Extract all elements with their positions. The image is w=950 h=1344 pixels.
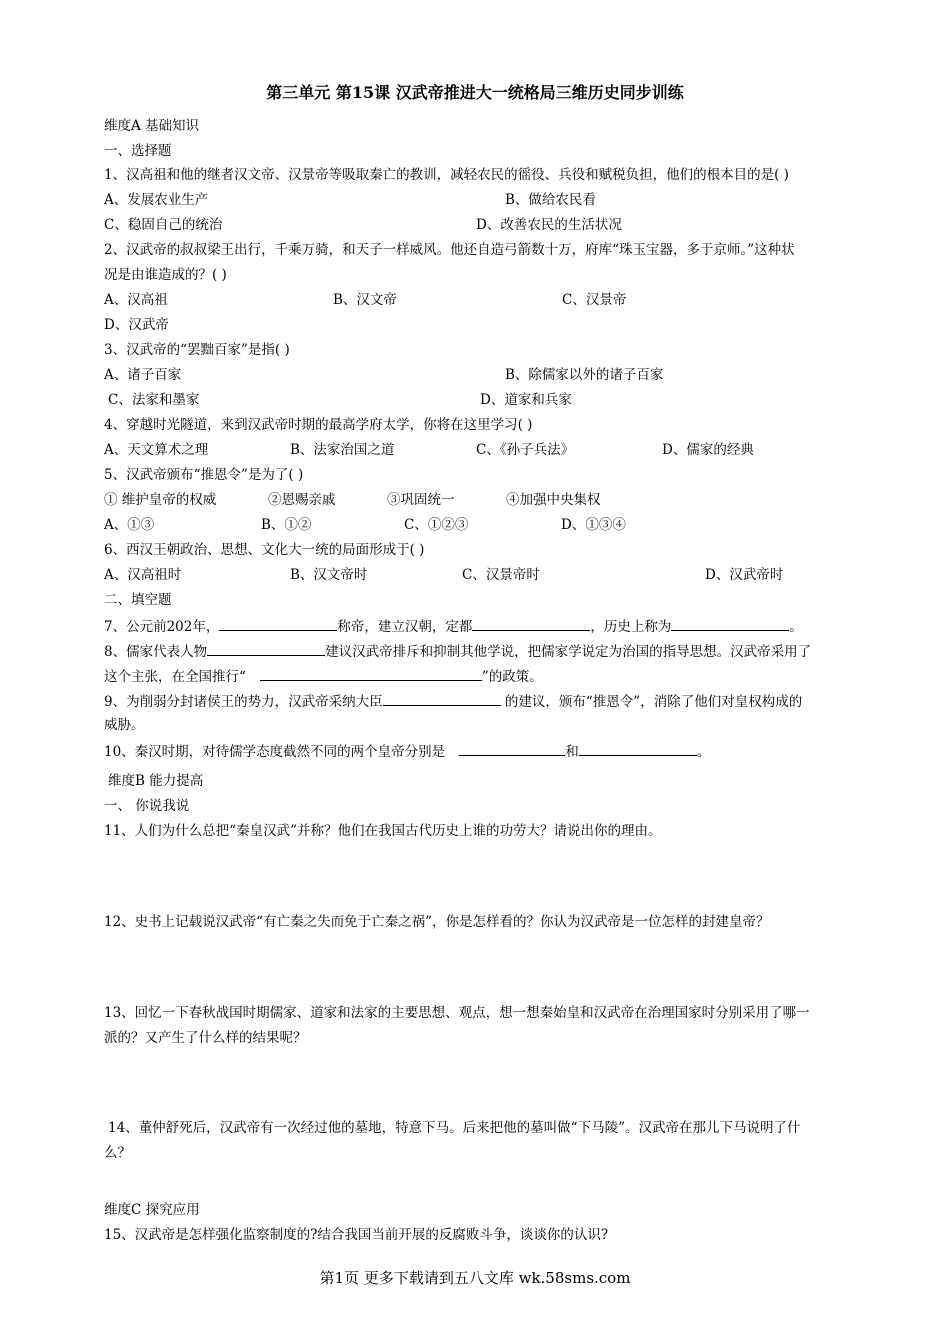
question-2-line-2: 况是由谁造成的？( )	[104, 267, 227, 283]
q10-text-3: 。	[696, 744, 711, 760]
question-10	[104, 741, 710, 761]
q8-blank-1[interactable]	[207, 641, 325, 656]
q8-blank-2[interactable]	[260, 666, 482, 681]
q4-option-d: D、儒家的经典	[662, 442, 754, 458]
q8-text-4: ”的政策。	[481, 669, 543, 685]
part-b1-heading: 一、 你说我说	[104, 798, 190, 814]
q9-blank-1[interactable]	[383, 691, 501, 706]
section-b-heading: 维度B 能力提高	[108, 773, 204, 789]
q3-option-c: C、法家和墨家	[108, 392, 200, 408]
section-c-heading: 维度C 探究应用	[104, 1202, 200, 1218]
page-title: 第三单元 第15课 汉武帝推进大一统格局三维历史同步训练	[266, 83, 684, 102]
question-9-line-1	[104, 691, 802, 711]
q10-blank-2[interactable]	[579, 741, 697, 756]
question-8-line-2	[104, 666, 543, 686]
q5-item-1: ① 维护皇帝的权威	[104, 492, 217, 508]
q1-option-a: A、发展农业生产	[104, 192, 209, 208]
question-14-line-1: 14、董仲舒死后，汉武帝有一次经过他的墓地，特意下马。后来把他的墓叫做“下马陵”。汉武帝在那儿下马说明了什	[108, 1120, 801, 1136]
q7-text-1: 7、公元前202年，	[104, 619, 220, 635]
q4-option-a: A、天文算术之理	[104, 442, 209, 458]
q6-option-c: C、汉景帝时	[462, 567, 540, 583]
q10-text-1: 10、秦汉时期，对待儒学态度截然不同的两个皇帝分别是	[104, 744, 446, 760]
question-5: 5、汉武帝颁布“推恩令”是为了( )	[104, 467, 304, 483]
q8-text-1: 8、儒家代表人物	[104, 644, 208, 660]
q3-option-d: D、道家和兵家	[480, 392, 572, 408]
question-11: 11、人们为什么总把“秦皇汉武”并称？他们在我国古代历史上谁的功劳大？请说出你的理由。	[104, 823, 662, 839]
q4-option-c: C、《孙子兵法》	[476, 442, 575, 458]
q1-option-b: B、做给农民看	[505, 192, 596, 208]
q3-option-a: A、诸子百家	[104, 367, 182, 383]
question-6: 6、西汉王朝政治、思想、文化大一统的局面形成于( )	[104, 542, 425, 558]
q3-option-b: B、除儒家以外的诸子百家	[505, 367, 664, 383]
question-14-line-2: 么？	[104, 1145, 131, 1161]
q7-blank-2[interactable]	[472, 616, 590, 631]
question-2-line-1: 2、汉武帝的叔叔梁王出行，千乘万骑，和天子一样威风。他还自造弓箭数十万，府库“珠玉宝器，多于京师。”这种状	[104, 242, 795, 258]
q8-text-2: 建议汉武帝排斥和抑制其他学说，把儒家学说定为治国的指导思想。汉武帝采用了	[325, 644, 812, 660]
q5-item-3: ③巩固统一	[387, 492, 455, 508]
q5-option-b: B、①②	[261, 517, 312, 533]
question-7	[104, 616, 803, 636]
question-9-line-2: 威胁。	[104, 717, 145, 733]
q9-text-2: 的建议，颁布“推恩令”，消除了他们对皇权构成的	[500, 694, 803, 710]
q7-blank-3[interactable]	[671, 616, 789, 631]
question-13-line-2: 派的？又产生了什么样的结果呢？	[104, 1030, 307, 1046]
question-8-line-1	[104, 641, 811, 661]
q1-option-d: D、改善农民的生活状况	[476, 217, 622, 233]
question-4: 4、穿越时光隧道，来到汉武帝时期的最高学府太学，你将在这里学习( )	[104, 417, 533, 433]
q6-option-d: D、汉武帝时	[705, 567, 784, 583]
question-1: 1、汉高祖和他的继者汉文帝、汉景帝等吸取秦亡的教训，减轻农民的徭役、兵役和赋税负担，他们的根本目的是( )	[104, 167, 789, 183]
q6-option-a: A、汉高祖时	[104, 567, 182, 583]
q10-blank-1[interactable]	[459, 741, 565, 756]
question-3: 3、汉武帝的“罢黜百家”是指( )	[104, 342, 290, 358]
q1-option-c: C、稳固自己的统治	[104, 217, 223, 233]
q7-text-2: 称帝，建立汉朝，定都	[337, 619, 473, 635]
q2-option-a: A、汉高祖	[104, 292, 168, 308]
part-choice-heading: 一、选择题	[104, 143, 172, 159]
q4-option-b: B、法家治国之道	[290, 442, 395, 458]
q5-option-c: C、①②③	[404, 517, 469, 533]
q8-text-3: 这个主张，在全国推行“	[104, 669, 246, 685]
q7-blank-1[interactable]	[219, 616, 337, 631]
q9-text-1: 9、为削弱分封诸侯王的势力，汉武帝采纳大臣	[104, 694, 383, 710]
question-12: 12、史书上记载说汉武帝“有亡秦之失而免于亡秦之祸”，你是怎样看的？你认为汉武帝是一位怎样的封建皇帝？	[104, 914, 770, 930]
q5-item-2: ②恩赐亲戚	[268, 492, 336, 508]
q2-option-b: B、汉文帝	[333, 292, 397, 308]
q10-text-2: 和	[565, 744, 579, 760]
q7-text-4: 。	[789, 619, 803, 635]
q2-option-c: C、汉景帝	[562, 292, 627, 308]
q5-option-a: A、①③	[104, 517, 155, 533]
part-fill-heading: 二、填空题	[104, 592, 172, 608]
question-13-line-1: 13、回忆一下春秋战国时期儒家、道家和法家的主要思想、观点，想一想秦始皇和汉武帝在治理国家时分别采用了哪一	[104, 1005, 810, 1021]
q6-option-b: B、汉文帝时	[290, 567, 368, 583]
q7-text-3: ，历史上称为	[590, 619, 672, 635]
question-15: 15、汉武帝是怎样强化监察制度的?结合我国当前开展的反腐败斗争，谈谈你的认识?	[104, 1227, 609, 1243]
q5-item-4: ④加强中央集权	[506, 492, 601, 508]
section-a-heading: 维度A 基础知识	[104, 118, 200, 134]
page-footer: 第1页 更多下载请到五八文库 wk.58sms.com	[319, 1269, 631, 1287]
q5-option-d: D、①③④	[561, 517, 626, 533]
q2-option-d: D、汉武帝	[104, 317, 169, 333]
